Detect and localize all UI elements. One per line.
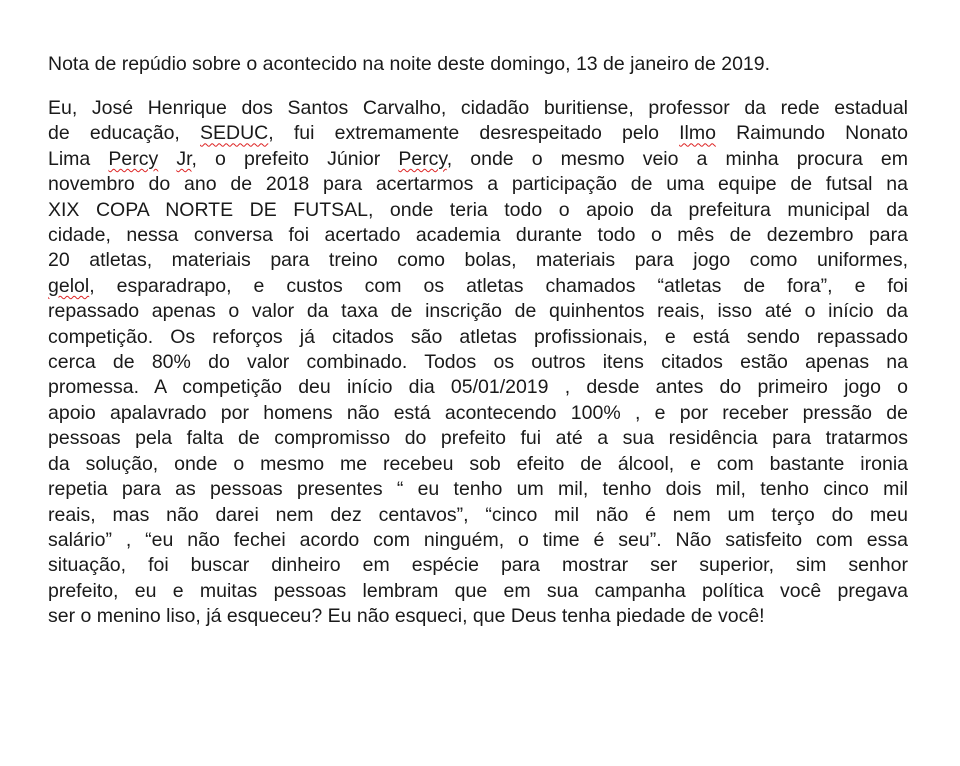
spellcheck-flagged-word: Percy [398, 147, 447, 170]
body-line [48, 401, 908, 426]
body-text-segment: da solução, onde o mesmo me recebeu sob efeito de álcool, e com bastante ironia [48, 452, 908, 475]
body-line [48, 121, 908, 146]
document-body [48, 96, 908, 630]
body-line [48, 248, 908, 273]
spellcheck-flagged-word: Ilmo [679, 122, 716, 145]
body-line [48, 299, 908, 324]
body-line [48, 579, 908, 604]
body-line [48, 172, 908, 197]
body-text-segment: , onde o mesmo veio a minha procura em [446, 147, 909, 170]
body-text-segment: cerca de 80% do valor combinado. Todos os outros itens citados estão apenas na [48, 351, 908, 374]
body-text-segment: cidade, nessa conversa foi acertado academia durante todo o mês de dezembro para [48, 224, 908, 247]
spellcheck-flagged-word: Jr [176, 147, 192, 170]
body-line [48, 426, 908, 451]
body-line [48, 604, 908, 629]
body-text-segment: reais, mas não darei nem dez centavos”, “cinco mil não é nem um terço do meu [48, 503, 908, 526]
body-text-segment: apoio apalavrado por homens não está acontecendo 100% , e por receber pressão de [48, 401, 908, 424]
body-text-segment: repetia para as pessoas presentes “ eu tenho um mil, tenho dois mil, tenho cinco mil [48, 478, 908, 501]
body-line [48, 325, 908, 350]
body-text-segment: XIX COPA NORTE DE FUTSAL, onde teria todo o apoio da prefeitura municipal da [48, 198, 908, 221]
body-line [48, 553, 908, 578]
body-text-segment: , esparadrapo, e custos com os atletas chamados “atletas de fora”, e foi [89, 274, 908, 297]
body-text-segment: Eu, José Henrique dos Santos Carvalho, cidadão buritiense, professor da rede estadual [48, 97, 908, 119]
body-line [48, 223, 908, 248]
body-text-segment [158, 148, 176, 170]
body-text-segment: repassado apenas o valor da taxa de inscrição de quinhentos reais, isso até o início da [48, 300, 908, 323]
body-line [48, 147, 908, 172]
body-line [48, 452, 908, 477]
document-title: Nota de repúdio sobre o acontecido na noite deste domingo, 13 de janeiro de 2019. [48, 53, 771, 75]
body-text-segment: prefeito, eu e muitas pessoas lembram que em sua campanha política você pregava [48, 579, 908, 602]
body-line [48, 274, 908, 299]
document-page [48, 50, 908, 630]
body-line [48, 198, 908, 223]
body-line [48, 503, 908, 528]
body-line [48, 375, 908, 400]
body-text-segment: Lima [48, 147, 109, 170]
body-text-segment: novembro do ano de 2018 para acertarmos a participação de uma equipe de futsal na [48, 173, 908, 196]
body-line [48, 96, 908, 121]
body-text-segment: salário” , “eu não fechei acordo com ninguém, o time é seu”. Não satisfeito com essa [48, 528, 908, 551]
body-line [48, 528, 908, 553]
spellcheck-flagged-word: gelol [48, 274, 90, 297]
body-text-segment: Raimundo Nonato [715, 122, 908, 145]
body-text-segment: , o prefeito Júnior [191, 147, 399, 170]
body-line [48, 350, 908, 375]
body-text-segment: pessoas pela falta de compromisso do prefeito fui até a sua residência para tratarmos [48, 427, 908, 450]
body-text-segment: competição. Os reforços já citados são atletas profissionais, e está sendo repassado [48, 325, 908, 348]
body-text-segment: promessa. A competição deu início dia 05/01/2019 , desde antes do primeiro jogo o [48, 376, 908, 399]
body-text-segment: 20 atletas, materiais para treino como bolas, materiais para jogo como uniformes, [48, 249, 908, 272]
spellcheck-flagged-word: SEDUC [200, 122, 269, 145]
body-text-segment: , fui extremamente desrespeitado pelo [268, 122, 680, 145]
body-text-segment: situação, foi buscar dinheiro em espécie para mostrar ser superior, sim senhor [48, 554, 908, 577]
spellcheck-flagged-word: Percy [108, 147, 159, 170]
body-text-segment: de educação, [48, 122, 200, 145]
body-line [48, 477, 908, 502]
body-text-segment: ser o menino liso, já esqueceu? Eu não esqueci, que Deus tenha piedade de você! [48, 605, 765, 628]
